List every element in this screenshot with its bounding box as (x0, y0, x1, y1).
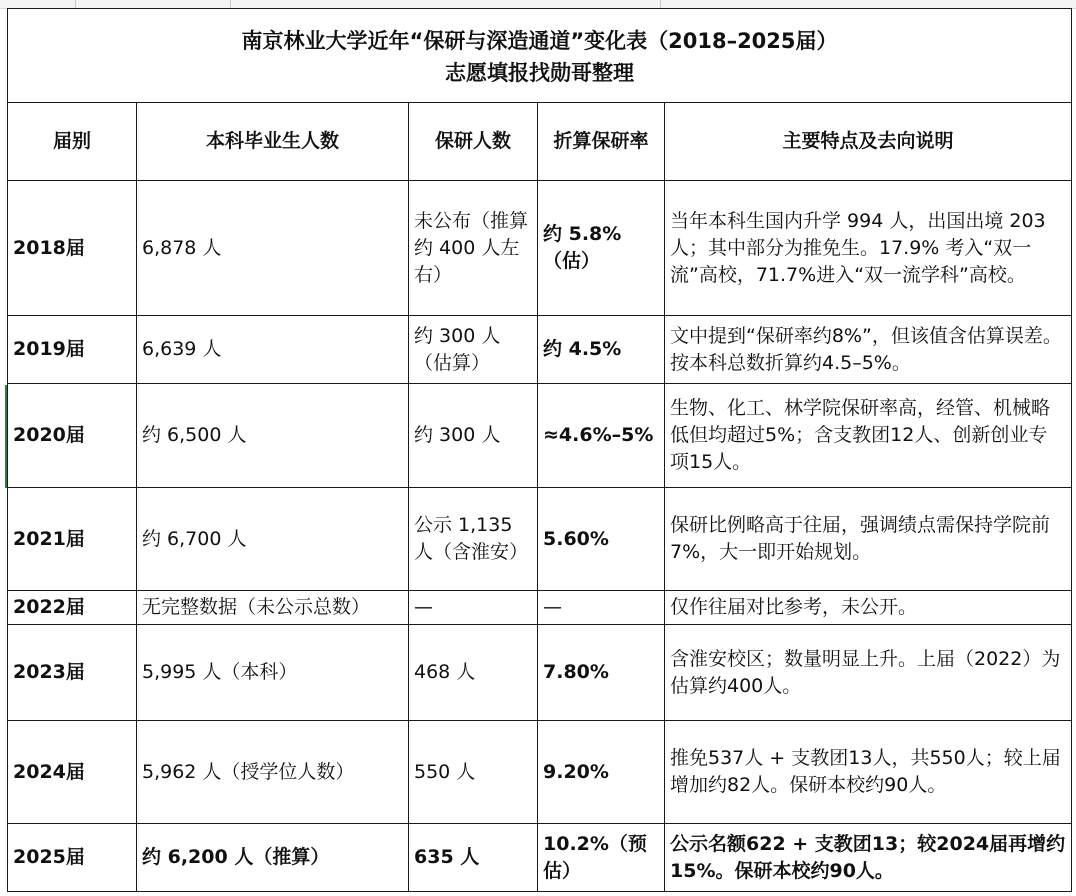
cell-baoyan[interactable]: 公示 1,135 人（含淮安） (409, 488, 538, 591)
header-baoyan[interactable]: 保研人数 (409, 103, 538, 181)
cell-notes[interactable]: 保研比例略高于往届，强调绩点需保持学院前7%，大一即开始规划。 (665, 488, 1072, 591)
cell-baoyan[interactable]: — (409, 591, 538, 625)
cell-baoyan[interactable]: 468 人 (409, 625, 538, 721)
cell-rate[interactable]: 5.60% (538, 488, 665, 591)
table-row (8, 181, 1072, 316)
cell-rate[interactable]: — (538, 591, 665, 625)
table-row (8, 824, 1072, 892)
cell-graduates[interactable]: 6,878 人 (137, 181, 409, 316)
cell-graduates[interactable]: 5,995 人（本科） (137, 625, 409, 721)
cell-year[interactable]: 2023届 (8, 625, 137, 721)
title-row (8, 9, 1072, 103)
cell-notes[interactable]: 当年本科生国内升学 994 人，出国出境 203 人；其中部分为推免生。17.9% 考入“双一流”高校，71.7%进入“双一流学科”高校。 (665, 181, 1072, 316)
header-graduates[interactable]: 本科毕业生人数 (137, 103, 409, 181)
header-row (8, 103, 1072, 181)
cell-graduates[interactable]: 约 6,500 人 (137, 384, 409, 488)
table-row (8, 591, 1072, 625)
cell-graduates[interactable]: 5,962 人（授学位人数） (137, 721, 409, 824)
table-row (8, 488, 1072, 591)
cell-baoyan[interactable]: 635 人 (409, 824, 538, 892)
cell-baoyan[interactable]: 未公布（推算约 400 人左右） (409, 181, 538, 316)
cell-notes[interactable]: 仅作往届对比参考，未公开。 (665, 591, 1072, 625)
cell-graduates[interactable]: 无完整数据（未公示总数） (137, 591, 409, 625)
table-title: 南京林业大学近年“保研与深造通道”变化表（2018–2025届） (241, 28, 838, 53)
cell-year[interactable]: 2020届 (8, 384, 137, 488)
title-cell[interactable] (8, 9, 1072, 103)
table-row (8, 316, 1072, 384)
cell-rate[interactable]: 9.20% (538, 721, 665, 824)
cell-year[interactable]: 2022届 (8, 591, 137, 625)
cell-year[interactable]: 2021届 (8, 488, 137, 591)
data-table (7, 8, 1072, 892)
cell-baoyan[interactable]: 约 300 人 (409, 384, 538, 488)
cell-rate[interactable]: 10.2%（预估） (538, 824, 665, 892)
table-row (8, 384, 1072, 488)
header-rate[interactable]: 折算保研率 (538, 103, 665, 181)
cell-graduates[interactable]: 约 6,700 人 (137, 488, 409, 591)
cell-notes[interactable]: 公示名额622 + 支教团13；较2024届再增约15%。保研本校约90人。 (665, 824, 1072, 892)
header-notes[interactable]: 主要特点及去向说明 (665, 103, 1072, 181)
cell-graduates[interactable]: 6,639 人 (137, 316, 409, 384)
cell-notes[interactable]: 推免537人 + 支教团13人，共550人；较上届增加约82人。保研本校约90人。 (665, 721, 1072, 824)
cell-notes[interactable]: 文中提到“保研率约8%”，但该值含估算误差。按本科总数折算约4.5–5%。 (665, 316, 1072, 384)
cell-year[interactable]: 2025届 (8, 824, 137, 892)
cell-notes[interactable]: 含淮安校区；数量明显上升。上届（2022）为估算约400人。 (665, 625, 1072, 721)
table-row (8, 721, 1072, 824)
cell-rate[interactable]: ≈4.6%–5% (538, 384, 665, 488)
cell-year[interactable]: 2024届 (8, 721, 137, 824)
cell-baoyan[interactable]: 550 人 (409, 721, 538, 824)
cell-rate[interactable]: 约 4.5% (538, 316, 665, 384)
table-row (8, 625, 1072, 721)
cell-year[interactable]: 2019届 (8, 316, 137, 384)
header-year[interactable]: 届别 (8, 103, 137, 181)
cell-graduates[interactable]: 约 6,200 人（推算） (137, 824, 409, 892)
cell-baoyan[interactable]: 约 300 人（估算） (409, 316, 538, 384)
cell-rate[interactable]: 7.80% (538, 625, 665, 721)
cell-notes[interactable]: 生物、化工、林学院保研率高，经管、机械略低但均超过5%；含支教团12人、创新创业专项15人。 (665, 384, 1072, 488)
cell-rate[interactable]: 约 5.8%（估） (538, 181, 665, 316)
table-subtitle: 志愿填报找勋哥整理 (445, 60, 635, 85)
cell-year[interactable]: 2018届 (8, 181, 137, 316)
